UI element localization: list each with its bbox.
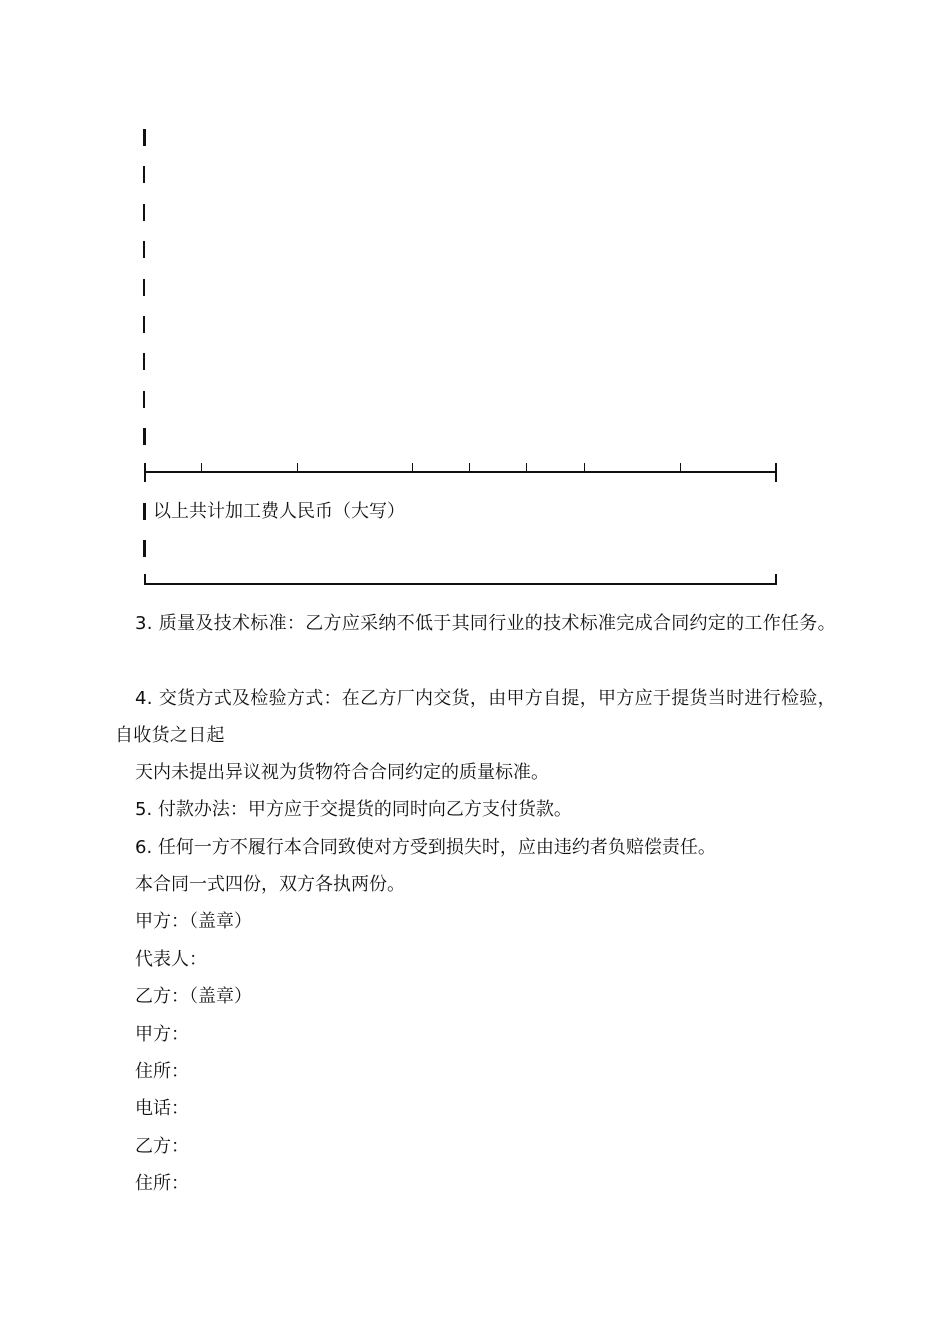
sig-representative: 代表人： [135,949,207,970]
table-border-segment [143,241,145,258]
table-border-segment [143,540,146,557]
clause-text: 4. 交货方式及检验方式：在乙方厂内交货，由甲方自提，甲方应于提货当时进行检验，自收货之日起 [115,688,836,746]
sig-party-a: 甲方： [135,1024,189,1045]
table-tick [144,463,146,482]
table-tick [297,463,298,472]
sig-party-b: 乙方： [135,1136,189,1157]
sig-address-a: 住所： [135,1061,189,1082]
clause-objection: 天内未提出异议视为货物符合合同约定的质量标准。 [135,762,549,783]
table-border-segment [143,316,145,333]
table-border-segment [143,353,145,370]
clause-payment: 5. 付款办法：甲方应于交提货的同时向乙方支付货款。 [135,799,572,820]
table-tick [469,463,470,472]
table-bottom-line [144,583,777,585]
clause-quality [115,605,840,642]
table-border-segment [143,503,146,520]
table-tick [526,463,527,472]
table-tick [144,574,146,585]
table-border-segment [143,279,145,296]
clause-delivery [115,680,840,754]
sig-party-a-seal: 甲方：（盖章） [135,911,252,932]
table-tick [412,463,413,472]
clause-copies: 本合同一式四份，双方各执两份。 [135,874,405,895]
table-border-segment [143,129,146,146]
table-tick [775,463,777,482]
table-tick [775,574,777,585]
table-border-segment [143,204,145,221]
sig-phone: 电话： [135,1098,189,1119]
table-rule-line [144,471,777,473]
table-border-segment [143,428,146,445]
table-tick [584,463,585,472]
table-tick [201,463,202,472]
sig-party-b-seal: 乙方：（盖章） [135,986,252,1007]
table-tick [680,463,681,472]
clause-liability: 6. 任何一方不履行本合同致使对方受到损失时，应由违约者负赔偿责任。 [135,837,716,858]
table-border-segment [143,391,145,408]
table-border-segment [143,166,145,183]
clause-text: 3. 质量及技术标准：乙方应采纳不低于其同行业的技术标准完成合同约定的工作任务。 [135,613,836,634]
sig-address-b: 住所： [135,1173,189,1194]
total-amount-label: 以上共计加工费人民币（大写） [153,501,405,522]
